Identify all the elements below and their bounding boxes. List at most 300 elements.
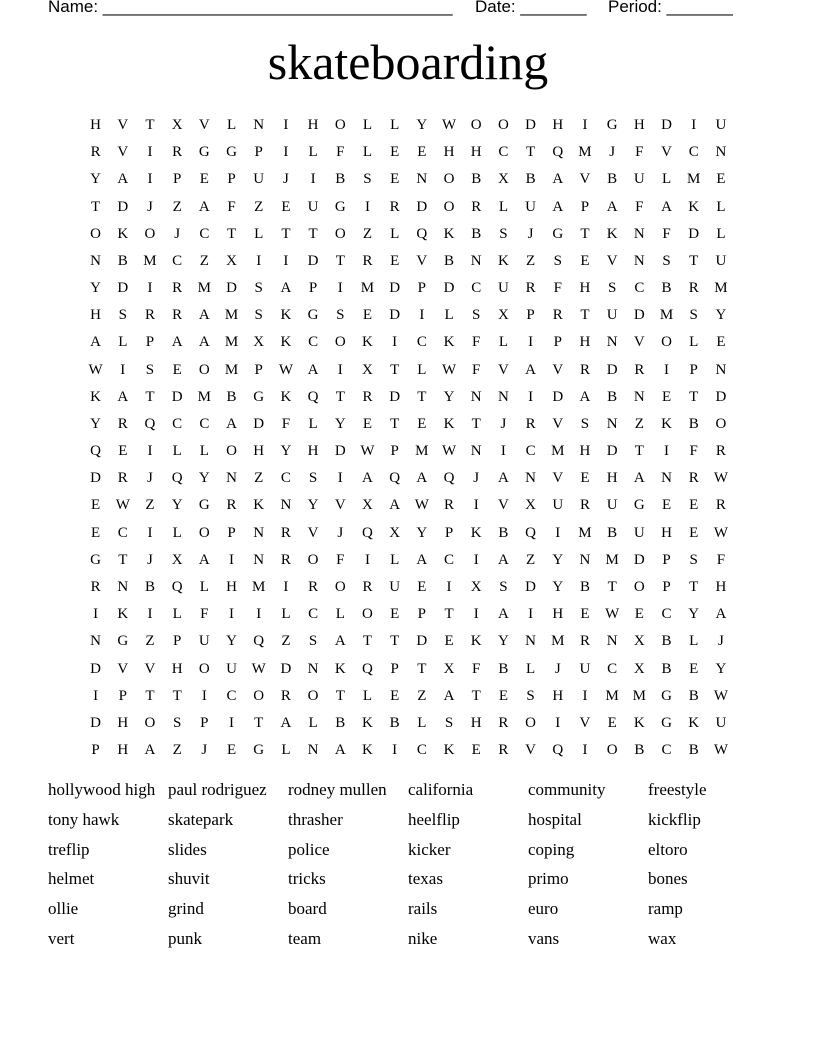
grid-letter: P [172,633,182,650]
grid-letter: O [362,606,373,623]
grid-letter: I [528,388,534,405]
grid-letter: P [662,579,671,595]
grid-letter: S [553,252,562,269]
grid-letter: O [253,687,265,704]
grid-letter: N [633,225,645,242]
grid-letter: R [688,280,699,297]
grid-letter: M [415,443,429,460]
grid-letter: Z [634,415,644,432]
grid-letter: A [661,198,672,215]
grid-letter: I [283,117,289,134]
grid-letter: L [362,117,373,134]
grid-letter: A [117,388,129,405]
grid-letter: R [90,579,101,595]
grid-letter: I [473,551,479,568]
grid-letter: J [609,144,616,161]
grid-letter: Z [145,633,155,650]
word-bank [48,778,768,957]
grid-letter: T [526,144,536,161]
grid-letter: E [661,388,672,405]
word-bank-item: slides [168,839,207,859]
grid-letter: X [633,633,645,650]
grid-letter: O [226,443,237,460]
grid-letter: A [579,388,591,405]
grid-letter: T [145,117,155,134]
grid-letter: H [307,117,319,134]
grid-letter: U [715,117,727,134]
grid-letter: R [362,579,373,595]
grid-letter: N [90,252,102,269]
word-bank-item: police [288,839,330,859]
grid-letter: E [716,171,726,188]
grid-letter: L [308,144,318,161]
grid-letter: N [606,415,618,432]
grid-letter: T [580,307,590,324]
grid-letter: K [443,742,455,759]
grid-letter: L [689,633,699,650]
grid-letter: V [633,334,645,351]
grid-letter: U [552,497,564,514]
grid-letter: A [226,415,237,432]
grid-letter: A [552,171,564,188]
word-bank-item: eltoro [648,839,688,859]
grid-letter: D [606,361,618,378]
grid-letter: Q [362,660,373,677]
grid-letter: V [198,117,210,134]
grid-letter: L [417,361,427,378]
grid-letter: S [444,714,454,731]
grid-letter: X [389,524,401,541]
grid-letter: E [689,524,699,541]
word-bank-item: punk [168,928,202,948]
grid-letter: O [144,225,156,242]
grid-letter: T [335,388,345,405]
grid-letter: K [688,714,700,731]
grid-letter: Y [497,633,509,650]
grid-letter: N [307,742,319,759]
grid-letter: A [198,551,210,568]
grid-letter: U [389,579,401,595]
grid-letter: B [444,252,455,269]
grid-letter: I [201,687,207,704]
grid-letter: W [713,687,728,704]
grid-letter: A [416,470,428,487]
grid-letter: L [199,443,209,460]
grid-letter: O [525,714,537,731]
grid-letter: W [251,660,266,677]
grid-letter: J [717,633,724,650]
grid-letter: R [90,144,101,161]
grid-letter: W [441,443,457,460]
grid-letter: C [172,415,183,432]
grid-letter: O [334,334,346,351]
grid-letter: S [363,171,372,188]
grid-letter: Y [171,497,183,514]
grid-letter: B [498,660,509,677]
grid-letter: H [443,144,455,161]
grid-letter: M [578,524,592,541]
grid-letter: D [117,280,129,297]
word-bank-item: rodney mullen [288,780,387,799]
grid-letter: T [689,388,699,405]
grid-letter: L [498,198,508,215]
grid-letter: O [307,687,319,704]
grid-letter: T [471,687,481,704]
grid-letter: T [390,633,400,650]
grid-letter: B [389,714,400,731]
grid-letter: H [253,443,265,460]
grid-letter: V [144,660,156,677]
grid-letter: P [526,307,535,324]
grid-letter: S [254,307,263,324]
grid-letter: K [443,415,455,432]
grid-letter: E [580,470,590,487]
grid-letter: F [281,415,291,432]
grid-letter: V [334,497,346,514]
grid-letter: V [606,252,618,269]
grid-letter: K [443,225,455,242]
grid-letter: E [634,606,644,623]
grid-letter: Z [254,470,264,487]
period-field-label: Period: _______ [608,0,733,16]
grid-letter: W [278,361,293,378]
grid-letter: L [308,714,318,731]
grid-letter: O [470,117,482,134]
grid-letter: Y [334,415,346,432]
grid-letter: U [606,497,618,514]
grid-letter: H [117,742,129,759]
grid-letter: D [688,225,700,242]
grid-letter: K [280,307,292,324]
grid-letter: P [689,361,698,378]
grid-letter: P [417,606,427,623]
grid-letter: S [526,687,535,704]
grid-letter: S [118,307,127,324]
grid-letter: Q [416,225,428,242]
grid-letter: K [334,660,346,677]
grid-letter: S [308,470,318,487]
grid-letter: W [441,117,457,134]
grid-letter: D [633,551,645,568]
name-field-label: Name: _____________________________________ [48,0,453,16]
grid-letter: X [171,551,183,568]
grid-letter: K [280,334,292,351]
grid-letter: V [117,144,129,161]
grid-letter: N [633,388,645,405]
grid-letter: F [553,280,562,297]
grid-letter: L [226,117,237,134]
grid-letter: D [226,280,237,297]
grid-letter: T [308,225,318,242]
grid-letter: L [390,551,400,568]
grid-letter: G [552,225,564,242]
grid-letter: X [470,579,482,595]
grid-letter: R [471,198,482,215]
grid-letter: M [224,361,239,378]
grid-letter: R [362,388,373,405]
grid-letter: H [579,334,591,351]
grid-letter: B [607,524,618,541]
grid-letter: I [446,579,452,595]
grid-letter: F [336,551,345,568]
grid-letter: D [307,252,319,269]
word-bank-item: kicker [408,839,451,859]
word-bank-item: ramp [648,899,683,919]
grid-letter: E [689,497,699,514]
grid-letter: E [390,144,400,161]
grid-letter: P [390,660,399,677]
grid-letter: B [579,579,590,595]
grid-letter: I [691,117,697,134]
grid-letter: N [253,551,265,568]
grid-letter: S [499,225,508,242]
grid-letter: O [606,742,618,759]
grid-letter: N [253,117,265,134]
grid-letter: I [147,524,153,541]
grid-letter: T [254,714,264,731]
grid-letter: W [713,742,728,759]
grid-letter: X [633,660,645,677]
grid-letter: T [444,606,454,623]
grid-letter: V [579,714,591,731]
grid-letter: G [226,144,237,161]
grid-letter: I [337,470,343,487]
grid-letter: P [118,687,127,704]
grid-letter: I [582,742,588,759]
word-bank-item: freestyle [648,780,707,799]
grid-letter: J [147,470,153,487]
grid-letter: M [714,280,728,297]
grid-letter: K [362,742,373,759]
grid-letter: U [715,714,727,731]
grid-letter: M [197,388,212,405]
grid-letter: Y [552,579,564,595]
grid-letter: X [226,252,237,269]
grid-letter: H [606,470,618,487]
grid-letter: A [416,551,428,568]
grid-letter: C [661,606,672,623]
grid-letter: T [607,579,617,595]
grid-letter: L [172,524,182,541]
grid-letter: B [471,171,482,188]
grid-letter: L [308,415,318,432]
grid-letter: E [498,687,508,704]
word-bank-item: tony hawk [48,809,120,829]
grid-letter: I [419,307,425,324]
grid-letter: H [552,117,564,134]
grid-letter: L [390,117,400,134]
grid-letter: I [582,117,588,134]
grid-letter: A [606,198,618,215]
grid-letter: T [390,361,400,378]
grid-letter: U [633,524,645,541]
grid-letter: F [200,606,209,623]
grid-letter: H [661,524,672,541]
grid-letter: G [661,687,672,704]
grid-letter: D [389,307,401,324]
grid-letter: S [689,551,698,568]
grid-letter: I [93,687,99,704]
grid-letter: G [198,497,210,514]
grid-letter: K [280,388,292,405]
grid-letter: U [198,633,210,650]
grid-letter: A [497,551,509,568]
grid-letter: M [551,633,565,650]
grid-letter: M [605,687,619,704]
grid-letter: R [444,497,455,514]
grid-letter: W [88,361,103,378]
grid-letter: V [497,497,509,514]
grid-letter: L [362,144,373,161]
grid-letter: I [337,280,343,297]
grid-letter: Z [417,687,427,704]
grid-letter: J [174,225,181,242]
grid-letter: R [579,633,590,650]
grid-letter: Y [416,524,428,541]
grid-letter: M [687,171,701,188]
grid-letter: H [552,606,564,623]
grid-letter: H [117,714,129,731]
grid-letter: N [525,470,537,487]
grid-letter: H [307,443,319,460]
grid-letter: R [117,470,128,487]
grid-letter: X [443,660,455,677]
grid-letter: B [634,742,645,759]
grid-letter: K [633,714,645,731]
grid-letter: K [90,388,102,405]
grid-letter: T [335,687,345,704]
grid-letter: B [661,280,672,297]
grid-letter: E [362,415,373,432]
grid-letter: A [117,171,129,188]
grid-letter: X [497,171,509,188]
grid-letter: T [145,687,155,704]
grid-letter: P [227,171,236,188]
grid-letter: D [416,633,428,650]
grid-letter: A [334,742,346,759]
grid-letter: S [607,280,617,297]
grid-letter: Y [90,171,102,188]
grid-letter: P [417,280,427,297]
grid-letter: A [497,470,509,487]
grid-letter: C [525,443,536,460]
grid-letter: R [117,415,128,432]
grid-letter: U [525,198,537,215]
word-bank-item: rails [408,899,438,919]
grid-letter: C [199,225,210,242]
grid-letter: Q [525,524,537,541]
grid-letter: P [308,280,318,297]
grid-letter: I [337,361,343,378]
grid-letter: C [226,687,237,704]
grid-letter: G [198,144,210,161]
grid-letter: M [143,252,157,269]
grid-letter: Q [362,524,373,541]
grid-letter: A [171,334,183,351]
grid-letter: D [117,198,129,215]
grid-letter: A [552,198,564,215]
grid-letter: L [689,334,699,351]
word-bank-item: treflip [48,839,90,859]
grid-letter: N [416,171,428,188]
grid-letter: S [472,307,481,324]
grid-letter: J [500,415,507,432]
grid-letter: E [607,714,617,731]
grid-letter: F [716,551,726,568]
grid-letter: J [282,171,289,188]
grid-letter: J [554,660,561,677]
grid-letter: P [200,714,209,731]
grid-letter: T [634,443,644,460]
grid-letter: C [308,334,319,351]
word-bank-item: community [528,780,606,799]
grid-letter: I [93,606,99,623]
grid-letter: H [470,714,482,731]
grid-letter: V [525,742,537,759]
grid-letter: D [606,443,618,460]
grid-letter: P [553,334,562,351]
word-bank-item: texas [408,869,443,889]
grid-letter: N [606,334,618,351]
grid-letter: J [147,551,153,568]
grid-letter: R [498,742,509,759]
grid-letter: P [662,551,671,568]
grid-letter: O [715,415,727,432]
grid-letter: G [334,198,346,215]
grid-letter: F [472,660,481,677]
grid-letter: U [253,171,265,188]
grid-letter: R [280,551,291,568]
grid-letter: L [444,307,454,324]
grid-letter: V [416,252,428,269]
grid-letter: P [254,144,263,161]
grid-letter: P [254,361,263,378]
grid-letter: R [172,144,183,161]
grid-letter: P [172,171,182,188]
grid-letter: I [473,606,479,623]
word-bank-item: skatepark [168,809,234,829]
grid-letter: B [525,171,536,188]
grid-letter: M [360,280,375,297]
grid-letter: A [144,742,156,759]
grid-letter: I [256,252,262,269]
grid-letter: N [606,633,618,650]
grid-letter: Z [254,198,264,215]
grid-letter: R [552,307,563,324]
grid-letter: O [443,171,455,188]
word-bank-item: heelflip [408,809,460,829]
grid-letter: A [715,606,727,623]
grid-letter: B [661,633,672,650]
grid-letter: B [144,579,155,595]
grid-letter: B [607,171,618,188]
word-bank-item: thrasher [288,809,343,829]
grid-letter: L [498,334,508,351]
grid-letter: H [171,660,183,677]
grid-letter: O [334,225,346,242]
grid-letter: I [147,443,153,460]
grid-letter: A [525,361,537,378]
grid-letter: B [688,687,699,704]
grid-letter: Z [172,198,182,215]
grid-letter: L [417,714,427,731]
grid-letter: D [389,280,401,297]
grid-letter: O [307,551,319,568]
grid-letter: L [254,225,264,242]
grid-letter: E [417,144,427,161]
grid-letter: T [172,687,182,704]
grid-letter: C [634,280,645,297]
